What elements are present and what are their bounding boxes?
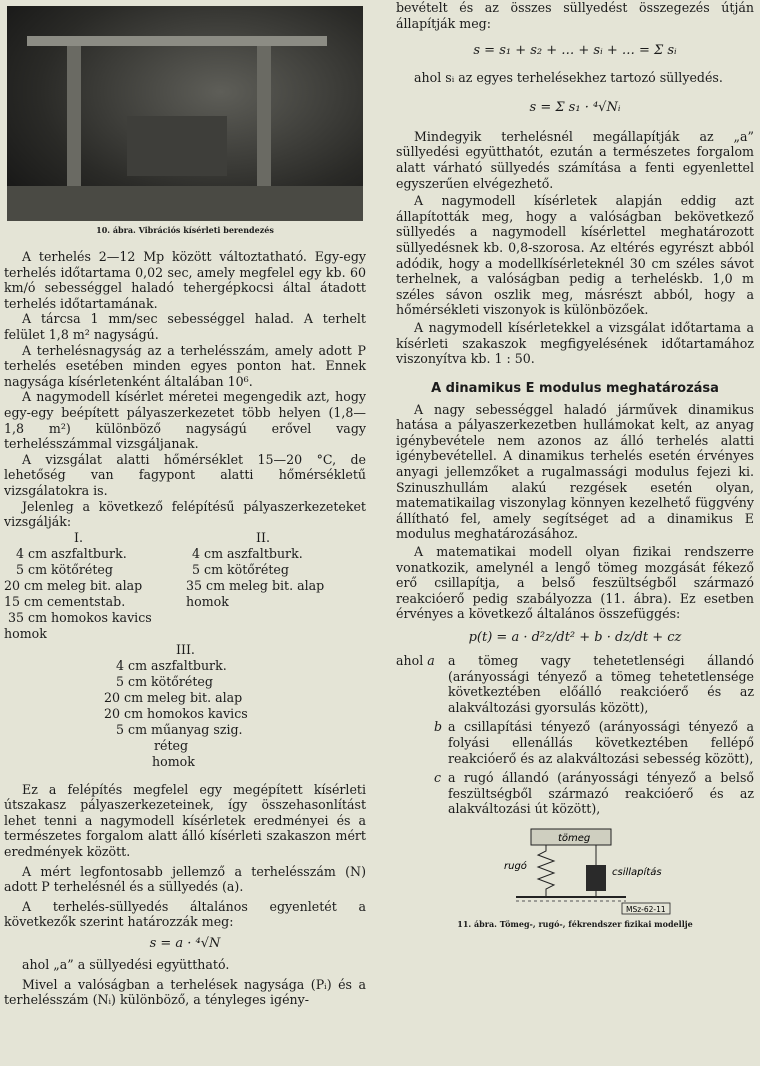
paragraph: Mindegyik terhelésnél megállapítják az „a” süllyedési együtthatót, ezután a természetes forgalom alatt várható süllyedés számítása a fenti egyenlettel egyszerűen elvégezhető. bbox=[396, 128, 754, 191]
layer: 20 cm meleg bit. alap bbox=[4, 577, 143, 593]
layer: 5 cm kötőréteg bbox=[192, 561, 289, 577]
symbol-b: b bbox=[434, 719, 443, 735]
symbol-c: c bbox=[434, 770, 442, 786]
equation-settlement: s = a · ⁴√N bbox=[149, 936, 221, 952]
damper-label: csillapítás bbox=[612, 866, 662, 878]
paragraph: A nagymodell kísérlet méretei megengedik azt, hogy egy-egy beépített pályaszerkezetet több helyen (1,8—1,8 m²) különböző nagyságú erővel vagy terhelésszámmal vizsgáljanak. bbox=[4, 389, 366, 452]
layer: 35 cm homokos kavics bbox=[8, 609, 152, 625]
layer: 20 cm meleg bit. alap bbox=[104, 689, 243, 705]
paragraph: ahol sᵢ az egyes terhelésekhez tartozó süllyedés. bbox=[414, 70, 723, 86]
paragraph: A nagymodell kísérletek alapján eddig azt állapították meg, hogy a valóságban bekövetkező süllyedés a nagymodell kísérlettel meghatározott süllyedésnek kb. 0,8-szorosa. Az eltérés egyrészt abból adódik, hogy a modellkísérleteknél 30 cm széles sávot terhelnek, a valóságban pedig a terheléskb. 1,0 m széles sávon oszlik meg, másrészt abból, hogy a hőmérsékleti viszonyok is különbözőek. bbox=[396, 193, 754, 318]
paragraph: A matematikai modell olyan fizikai rendszerre vonatkozik, amelynél a lengő tömeg mozgását fékező erő csillapítja, a belső feszültségből származó reakcióerő pedig szabályozza (11. ábra). Ez esetben érvényes a következő általános összefüggés: bbox=[396, 544, 754, 622]
spring-label: rugó bbox=[504, 860, 527, 872]
paragraph: Mivel a valóságban a terhelések nagysága (Pᵢ) és a terhelésszám (Nᵢ) különböző, a tényleges igény- bbox=[4, 976, 366, 1008]
pavement-structures bbox=[4, 530, 366, 770]
layer: homok bbox=[152, 753, 195, 769]
paragraph: bevételt és az összes süllyedést összegezés útján állapítják meg: bbox=[396, 0, 754, 31]
layer: 5 cm kötőréteg bbox=[116, 673, 213, 689]
definition-text: a rugó állandó (arányossági tényező a belső feszültségből származó reakcióerő és az alakváltozási út között), bbox=[448, 770, 754, 817]
ahol-label: ahol bbox=[396, 653, 424, 668]
layer: réteg bbox=[154, 737, 189, 753]
paragraph: A terhelésnagyság az a terhelésszám, amely adott P terhelés esetében minden egyes ponton hat. Ennek nagysága kísérletenként általában 10⁶. bbox=[4, 342, 366, 389]
paragraph: A terhelés-süllyedés általános egyenletét a következők szerint határozzák meg: bbox=[4, 898, 366, 930]
paragraph: A terhelés 2—12 Mp között változtatható. Egy-egy terhelés időtartama 0,02 sec, amely megfelel egy kb. 60 km/ó sebességgel haladó tehergépkocsi által átadott terhelés időtartamának. bbox=[4, 249, 366, 311]
figure-code: MSz-62-11 bbox=[626, 904, 666, 914]
layer: 5 cm kötőréteg bbox=[16, 561, 113, 577]
layer: 4 cm aszfaltburk. bbox=[192, 545, 303, 561]
figure-11-caption: 11. ábra. Tömeg-, rugó-, fékrendszer fizikai modellje bbox=[457, 918, 693, 929]
equation-sum-root: s = Σ s₁ · ⁴√Nᵢ bbox=[529, 99, 621, 115]
layer: homok bbox=[4, 625, 47, 641]
layer: 5 cm műanyag szig. bbox=[116, 721, 243, 737]
definition-c bbox=[396, 770, 754, 817]
definition-text: a csillapítási tényező (arányossági tényező a folyási ellenállás következtében fellépő reakcióerő és az alakváltozási sebesség között), bbox=[448, 719, 754, 766]
definition-text: a tömeg vagy tehetetlenségi állandó (arányossági tényező a tömeg tehetetlensége következtében előálló reakcióerő és az alakváltozási gyorsulás között), bbox=[448, 653, 754, 715]
spring bbox=[538, 845, 554, 897]
paragraph: ahol „a” a süllyedési együttható. bbox=[22, 957, 230, 973]
paragraph: A tárcsa 1 mm/sec sebességgel halad. A terhelt felület 1,8 m² nagyságú. bbox=[4, 311, 366, 342]
structure-1-label: I. bbox=[74, 529, 83, 545]
section-heading: A dinamikus E modulus meghatározása bbox=[431, 380, 719, 396]
paragraph: A vizsgálat alatti hőmérséklet 15—20 °C, de lehetőség van fagypont alatti hőmérsékletű vizsgálatokra is. bbox=[4, 451, 366, 498]
figure-11-diagram bbox=[396, 825, 754, 917]
structure-3-label: III. bbox=[176, 641, 195, 657]
vibration-test-photo bbox=[7, 6, 363, 221]
right-column bbox=[396, 0, 754, 943]
left-column bbox=[4, 0, 366, 1008]
paragraph: Ez a felépítés megfelel egy megépített kísérleti útszakasz pályaszerkezeteinek, így összehasonlítást lehet tenni a nagymodell kísérletek eredményei és a természetes forgalom alatt álló kísérleti szakaszon mért eredmények között. bbox=[4, 781, 366, 860]
damper-body bbox=[586, 865, 606, 891]
paragraph: A nagy sebességgel haladó járművek dinamikus hatása a pályaszerkezetben hullámokat kelt, az anyag igénybevétele nem azonos az álló terhelés alatti igénybevétellel. A dinamikus terhelés esetén érvényes anyagi jellemzőket a rugalmassági modulus fejezi ki. Szinuszhullám alakú rezgések esetén olyan, matematikailag viszonylag könnyen kezelhető függvény állítható fel, amely segítséget ad a dinamikus E modulus meghatározásához. bbox=[396, 401, 754, 542]
paragraph: Jelenleg a következő felépítésű pályaszerkezeteket vizsgálják: bbox=[4, 498, 366, 530]
layer: 20 cm homokos kavics bbox=[104, 705, 248, 721]
definition-a bbox=[396, 653, 754, 715]
symbol-a: a bbox=[427, 653, 435, 668]
mass-label: tömeg bbox=[558, 832, 591, 844]
layer: 4 cm aszfaltburk. bbox=[116, 657, 227, 673]
layer: 35 cm meleg bit. alap bbox=[186, 577, 325, 593]
layer: 15 cm cementstab. bbox=[4, 593, 126, 609]
layer: homok bbox=[186, 593, 229, 609]
equation-dynamic: p(t) = a · d²z/dt² + b · dz/dt + cz bbox=[468, 630, 682, 645]
equation-sum: s = s₁ + s₂ + … + sᵢ + … = Σ sᵢ bbox=[473, 43, 677, 59]
definition-b bbox=[396, 719, 754, 766]
layer: 4 cm aszfaltburk. bbox=[16, 545, 127, 561]
structure-2-label: II. bbox=[256, 529, 270, 545]
mass-spring-damper-svg bbox=[396, 825, 754, 917]
figure-10-caption: 10. ábra. Vibrációs kísérleti berendezés bbox=[96, 225, 274, 235]
paragraph: A mért legfontosabb jellemző a terhelésszám (N) adott P terhelésnél és a süllyedés (a). bbox=[4, 863, 366, 895]
paragraph: A nagymodell kísérletekkel a vizsgálat időtartama a kísérleti szakaszok megfigyelésének időtartamához viszonyítva kb. 1 : 50. bbox=[396, 319, 754, 367]
